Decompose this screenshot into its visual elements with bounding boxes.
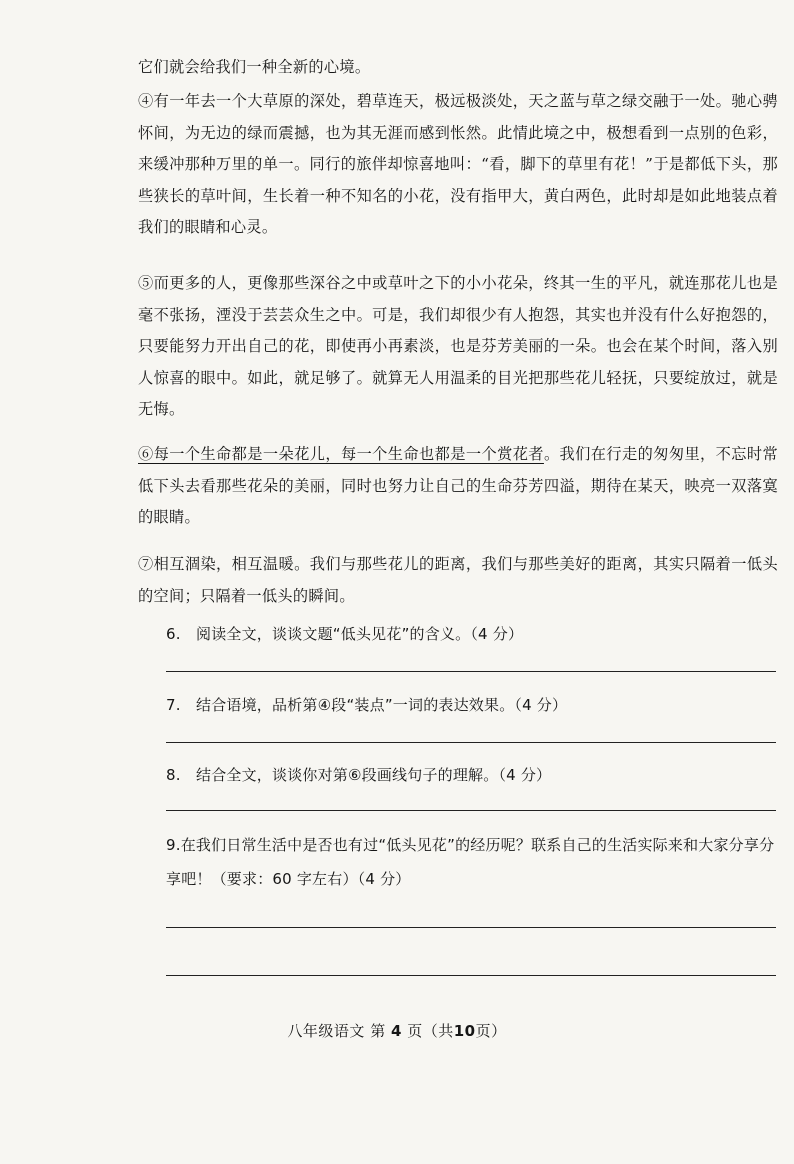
footer-total-suffix: 页） <box>475 1022 507 1040</box>
passage-paragraph-6 <box>138 439 778 534</box>
answer-line-7[interactable] <box>166 742 776 743</box>
question-6-number: 6. <box>166 625 181 643</box>
paragraph-6-rest: 。我们在行走的匆匆里，不忘时常低下头去看那些花朵的美丽，同时也努力让自己的生命芬芳四溢，期待在某天，映亮一双落寞的眼睛。 <box>138 445 778 526</box>
question-6-text: 阅读全文，谈谈文题“低头见花”的含义。（4 分） <box>196 625 524 643</box>
answer-line-6[interactable] <box>166 671 776 672</box>
answer-line-9b[interactable] <box>166 975 776 976</box>
question-9 <box>166 828 778 896</box>
footer-page-number: 4 <box>390 1022 402 1040</box>
question-8-text: 结合全文，谈谈你对第⑥段画线句子的理解。（4 分） <box>196 766 552 784</box>
footer-total-pages: 10 <box>453 1022 476 1040</box>
footer-page-suffix: 页（共 <box>407 1022 454 1040</box>
question-7 <box>166 688 778 722</box>
passage-paragraph-3-end: 它们就会给我们一种全新的心境。 <box>138 58 371 76</box>
question-8-number: 8. <box>166 766 181 784</box>
question-6 <box>166 617 778 651</box>
answer-line-8[interactable] <box>166 810 776 811</box>
question-9-text: 在我们日常生活中是否也有过“低头见花”的经历呢？联系自己的生活实际来和大家分享分享吧！（要求：60 字左右）（4 分） <box>166 836 775 888</box>
question-7-text: 结合语境，品析第④段“装点”一词的表达效果。（4 分） <box>196 696 568 714</box>
underlined-sentence: ⑥每一个生命都是一朵花儿，每一个生命也都是一个赏花者 <box>138 445 544 463</box>
question-8 <box>166 758 778 792</box>
footer-page-prefix: 第 <box>370 1022 386 1040</box>
passage-paragraph-5: ⑤而更多的人，更像那些深谷之中或草叶之下的小小花朵，终其一生的平凡，就连那花儿也是毫不张扬，湮没于芸芸众生之中。可是，我们却很少有人抱怨，其实也并没有什么好抱怨的，只要能努力开出自己的花，即使再小再素淡，也是芬芳美丽的一朵。也会在某个时间，落入别人惊喜的眼中。如此，就足够了。就算无人用温柔的目光把那些花儿轻抚，只要绽放过，就是无悔。 <box>138 274 778 418</box>
question-9-number: 9. <box>166 836 181 854</box>
passage-paragraph-4: ④有一年去一个大草原的深处，碧草连天，极远极淡处，天之蓝与草之绿交融于一处。驰心骋怀间，为无边的绿而震撼，也为其无涯而感到怅然。此情此境之中，极想看到一点别的色彩，来缓冲那种万里的单一。同行的旅伴却惊喜地叫：“看，脚下的草里有花！”于是都低下头，那些狭长的草叶间，生长着一种不知名的小花，没有指甲大，黄白两色，此时却是如此地装点着我们的眼睛和心灵。 <box>138 92 778 236</box>
footer-subject: 八年级语文 <box>287 1022 365 1040</box>
answer-line-9a[interactable] <box>166 927 776 928</box>
passage-paragraph-7: ⑦相互涸染，相互温暖。我们与那些花儿的距离，我们与那些美好的距离，其实只隔着一低头的空间；只隔着一低头的瞬间。 <box>138 555 778 605</box>
page-footer <box>0 1020 794 1041</box>
question-7-number: 7. <box>166 696 181 714</box>
